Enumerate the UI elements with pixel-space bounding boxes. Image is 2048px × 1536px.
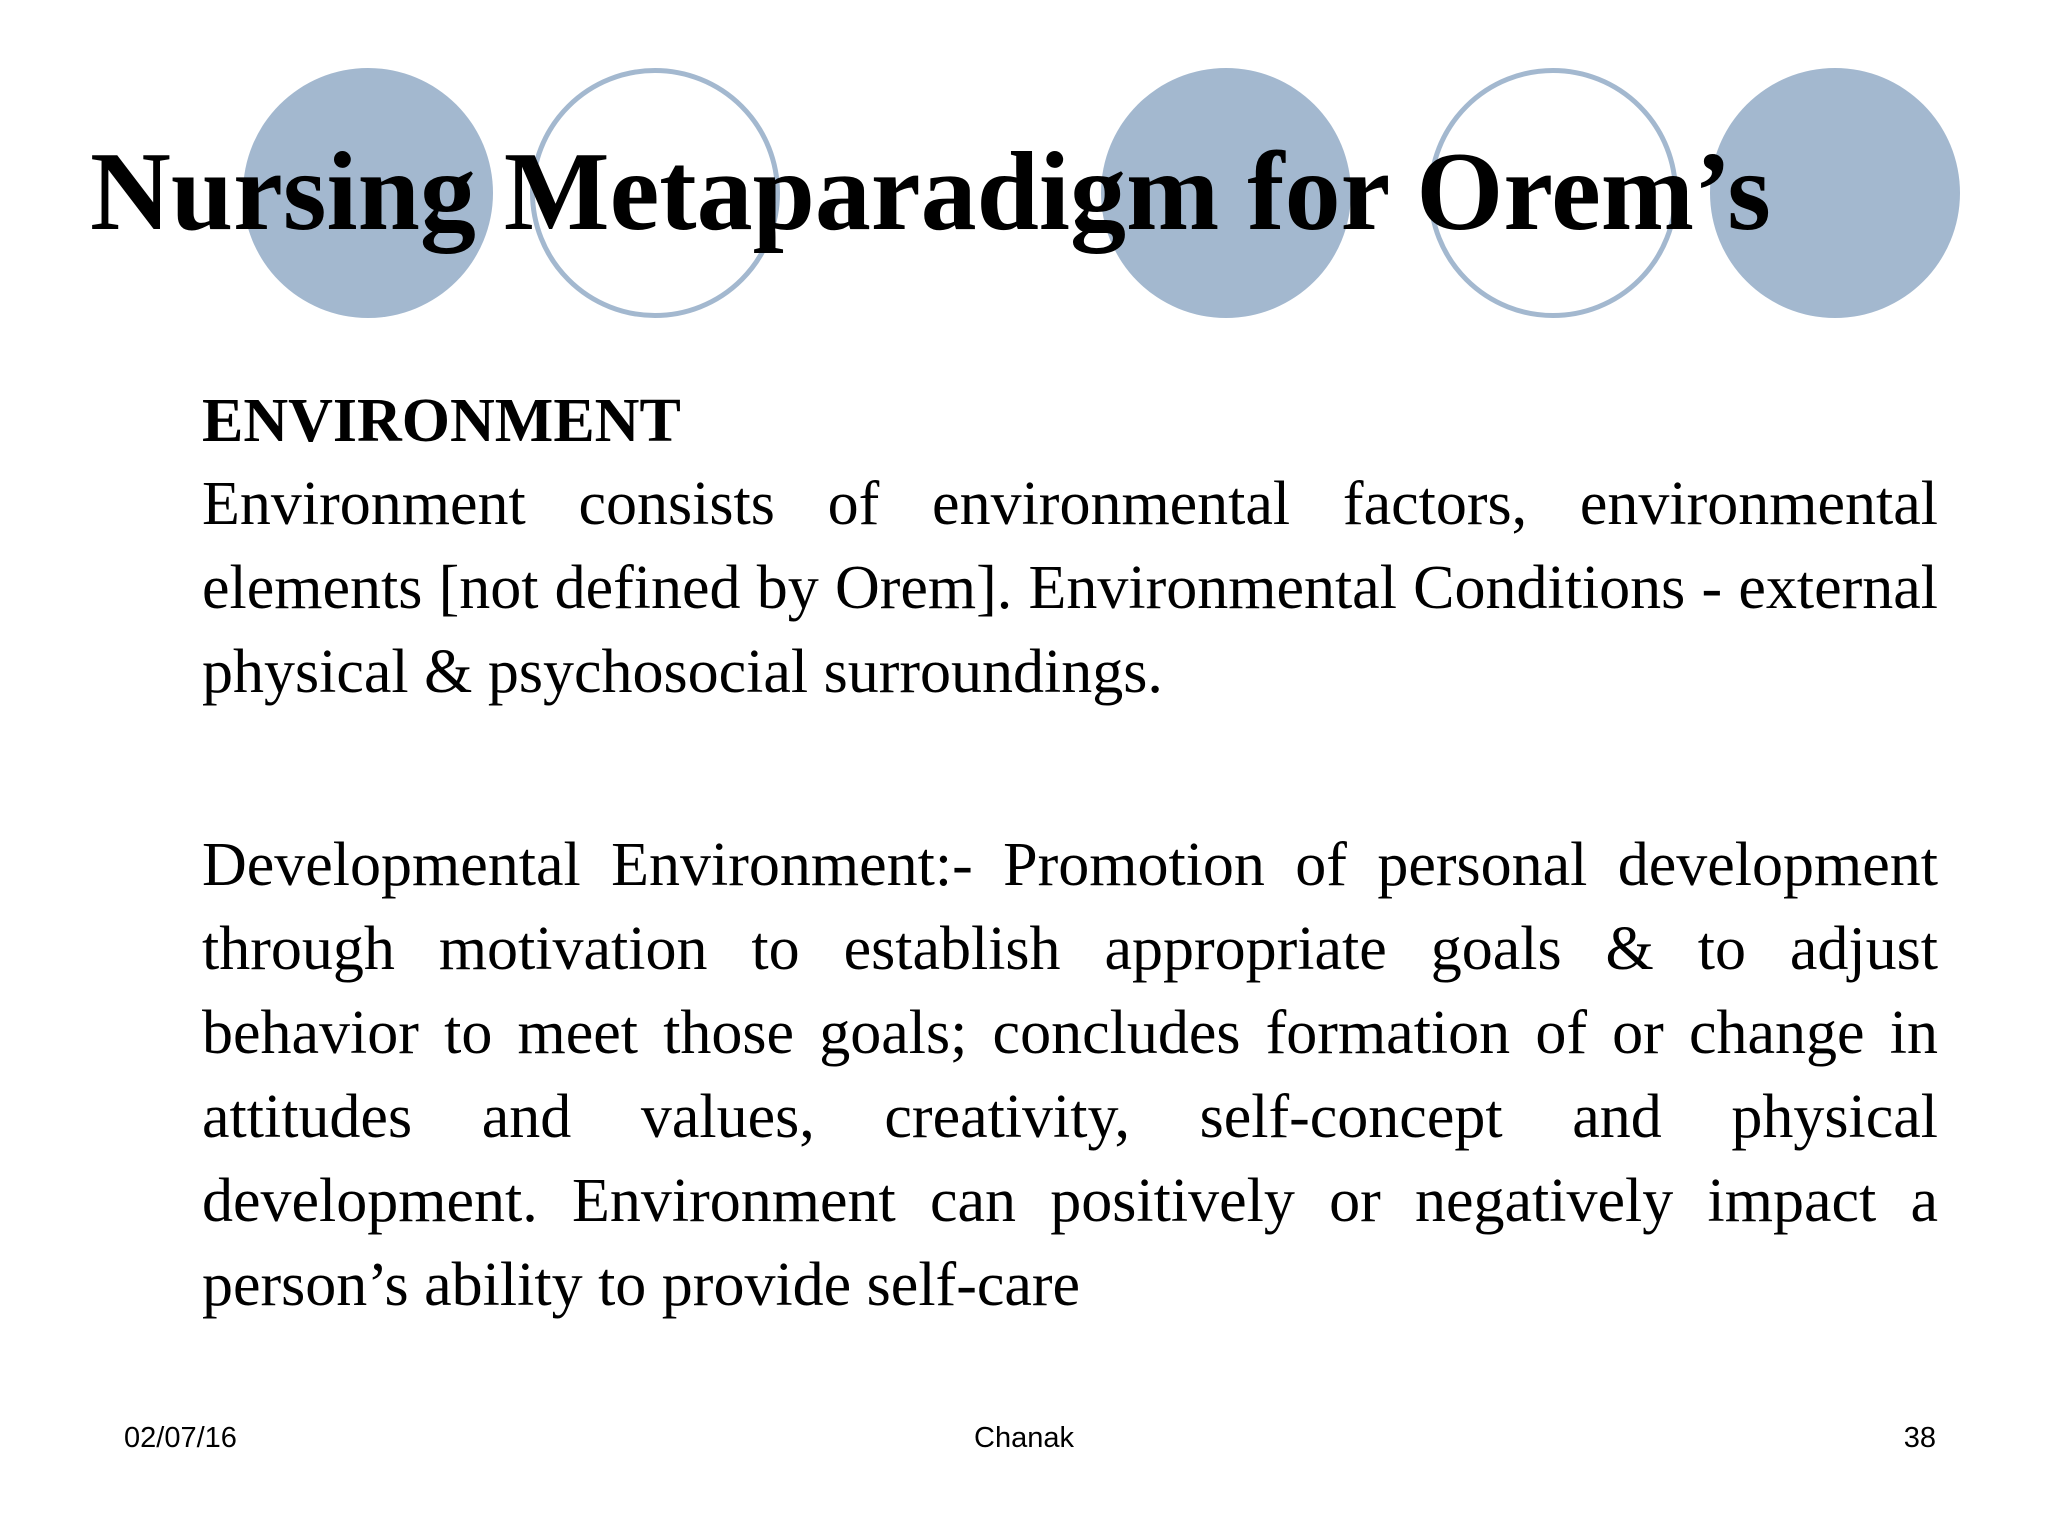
slide-body [202,380,1938,1327]
footer-page-number: 38 [1903,1422,1936,1454]
section-heading: ENVIRONMENT [202,387,681,455]
paragraph-environment: Environment consists of environmental factors, environmental elements [not defined by Orem]. Environmental Conditions - external physical & psychosocial surroundings. [202,470,1938,706]
footer-author: Chanak [974,1422,1074,1454]
paragraph-developmental-environment: Developmental Environment:- Promotion of personal development through motivation to establish appropriate goals & to adjust behavior to meet those goals; concludes formation of or change in attitudes and values, creativity, self-concept and physical development. Environment can positively or negatively impact a person’s ability to provide self-care [202,831,1938,1319]
footer-date: 02/07/16 [124,1422,237,1454]
slide-title: Nursing Metaparadigm for Orem’s [90,130,1771,254]
